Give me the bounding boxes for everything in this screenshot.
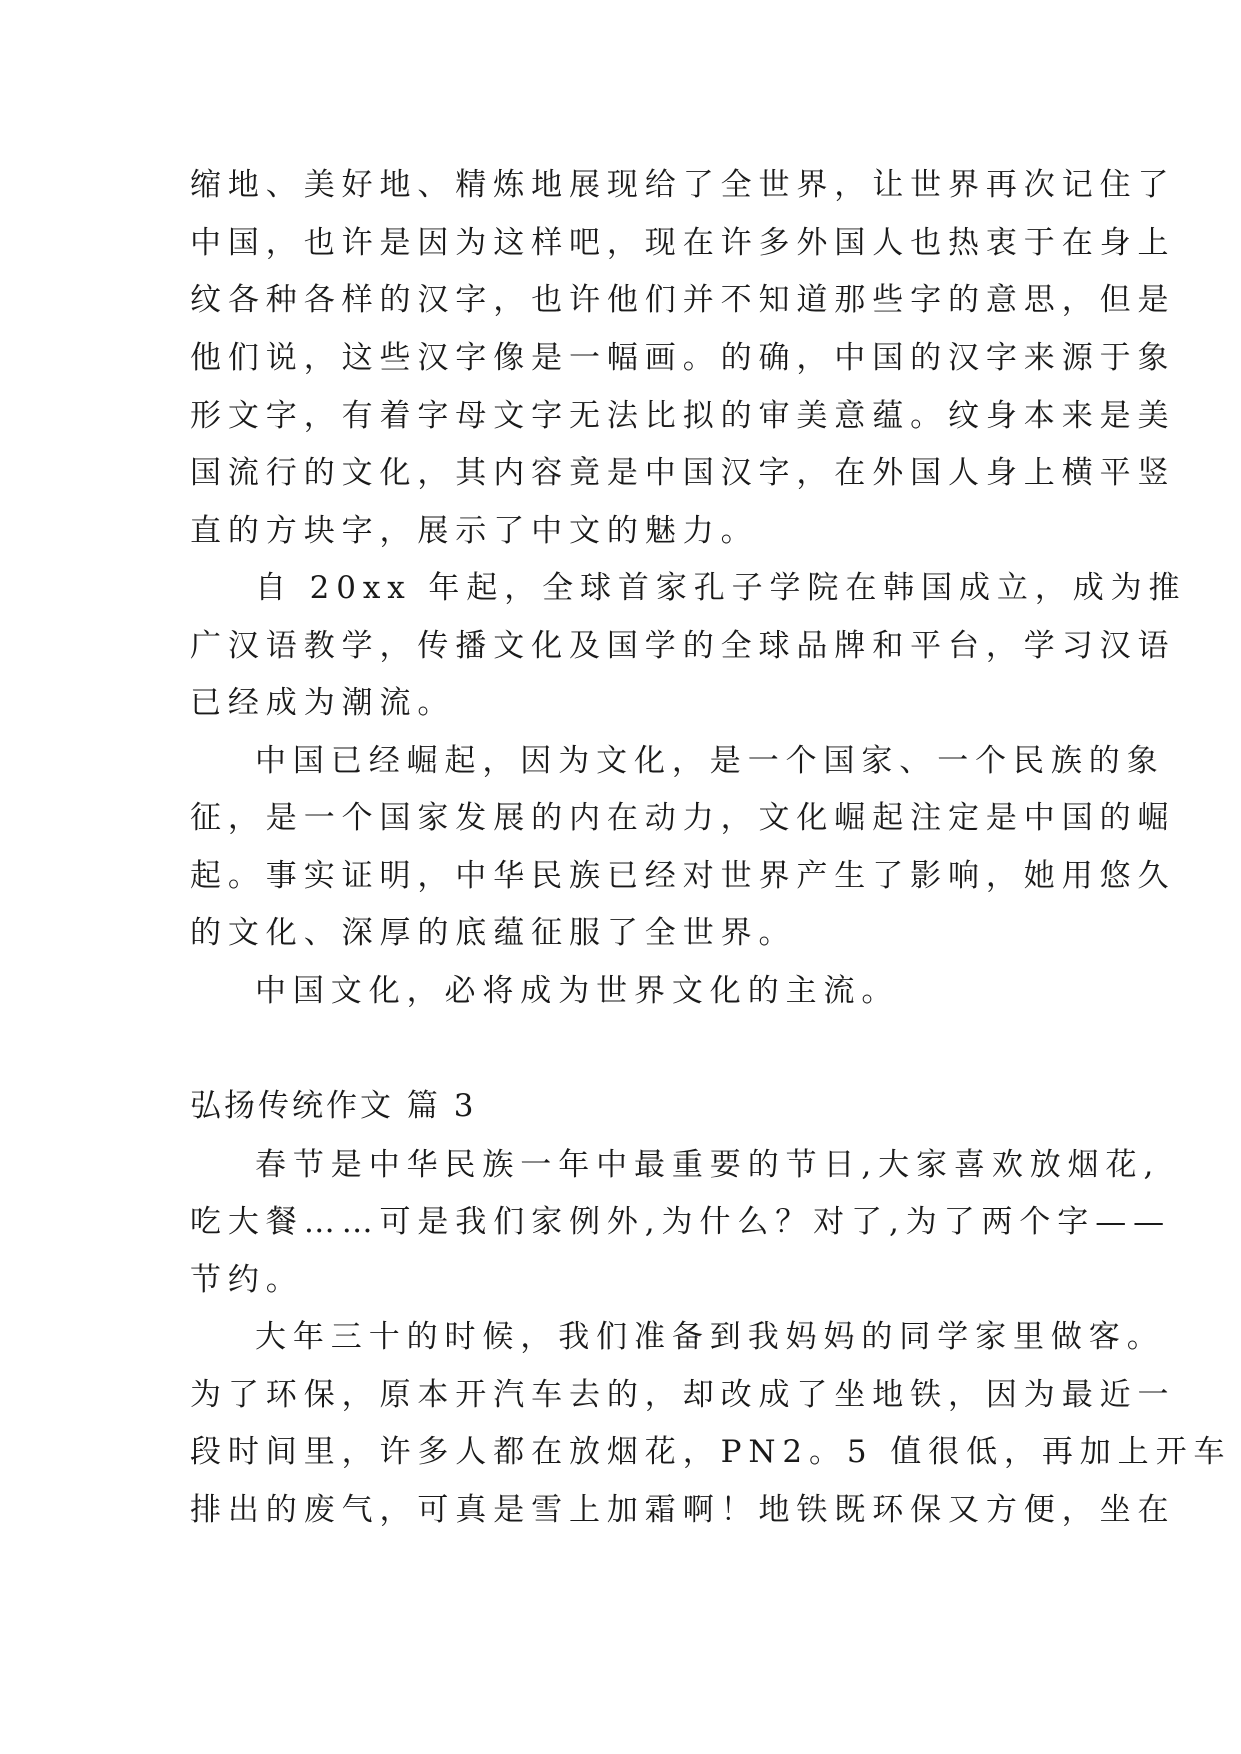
text-line: 广汉语教学，传播文化及国学的全球品牌和平台，学习汉语 <box>190 628 1176 664</box>
text-line: 排出的废气，可真是雪上加霜啊！地铁既环保又方便，坐在 <box>190 1492 1176 1528</box>
text-line: 他们说，这些汉字像是一幅画。的确，中国的汉字来源于象 <box>190 340 1176 376</box>
paragraph-first-line: 大年三十的时候，我们准备到我妈妈的同学家里做客。 <box>255 1319 1165 1355</box>
text-line: 中国，也许是因为这样吧，现在许多外国人也热衷于在身上 <box>190 225 1176 261</box>
paragraph-first-line: 春节是中华民族一年中最重要的节日,大家喜欢放烟花, <box>255 1147 1161 1183</box>
text-line: 节约。 <box>190 1262 304 1298</box>
text-line: 起。事实证明，中华民族已经对世界产生了影响，她用悠久 <box>190 858 1176 894</box>
text-line: 缩地、美好地、精炼地展现给了全世界，让世界再次记住了 <box>190 167 1176 203</box>
text-line: 段时间里，许多人都在放烟花，PN2。5 值很低，再加上开车 <box>190 1434 1232 1470</box>
text-line: 直的方块字，展示了中文的魅力。 <box>190 513 759 549</box>
text-line: 的文化、深厚的底蕴征服了全世界。 <box>190 915 797 951</box>
section-heading: 弘扬传统作文 篇 3 <box>190 1088 477 1124</box>
text-line: 已经成为潮流。 <box>190 685 456 721</box>
text-line: 国流行的文化，其内容竟是中国汉字，在外国人身上横平竖 <box>190 455 1176 491</box>
text-line: 形文字，有着字母文字无法比拟的审美意蕴。纹身本来是美 <box>190 398 1176 434</box>
paragraph-first-line: 自 20xx 年起，全球首家孔子学院在韩国成立，成为推 <box>255 570 1187 606</box>
text-line: 征，是一个国家发展的内在动力，文化崛起注定是中国的崛 <box>190 800 1176 836</box>
text-line: 纹各种各样的汉字，也许他们并不知道那些字的意思，但是 <box>190 282 1176 318</box>
paragraph-first-line: 中国已经崛起，因为文化，是一个国家、一个民族的象 <box>255 743 1165 779</box>
text-line: 吃大餐……可是我们家例外,为什么？对了,为了两个字—— <box>190 1204 1172 1240</box>
paragraph-first-line: 中国文化，必将成为世界文化的主流。 <box>255 973 900 1009</box>
text-line: 为了环保，原本开汽车去的，却改成了坐地铁，因为最近一 <box>190 1377 1176 1413</box>
